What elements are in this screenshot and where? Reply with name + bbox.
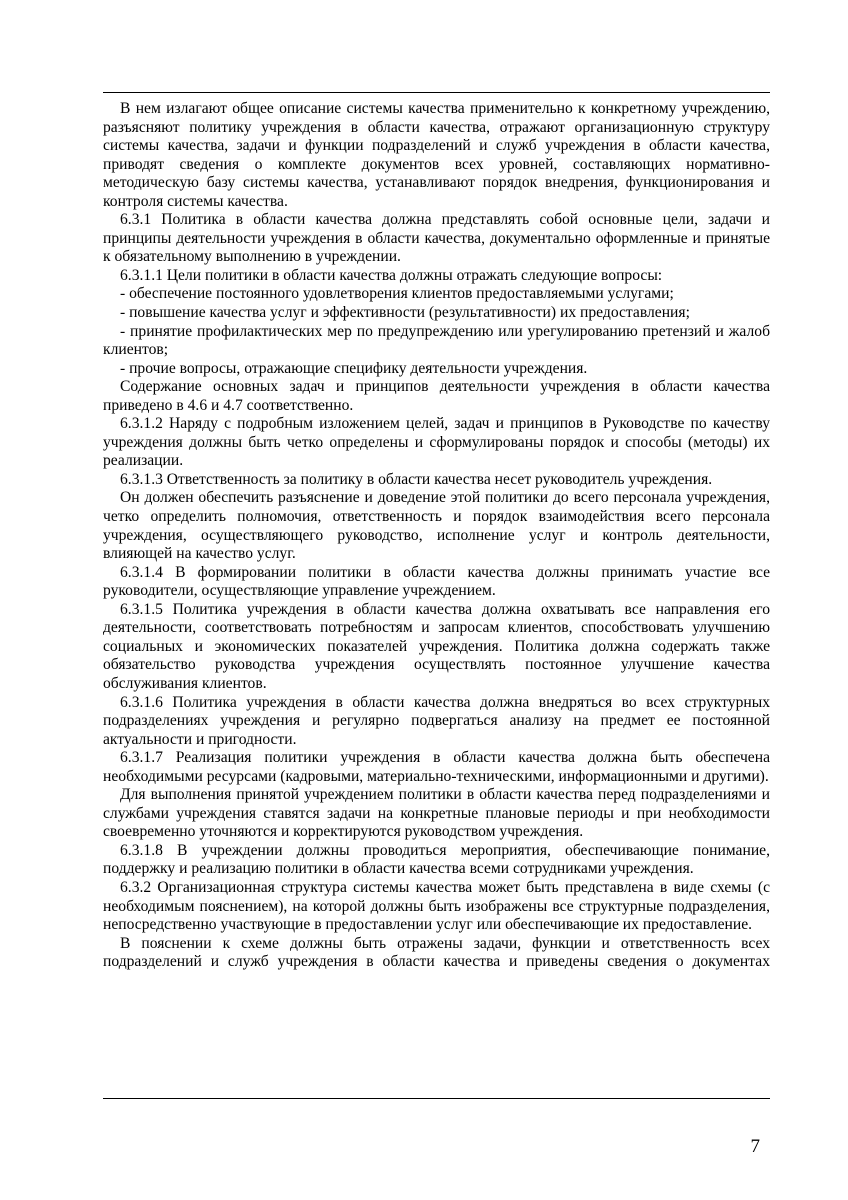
paragraph: В нем излагают общее описание системы качества применительно к конкретному учреждению, разъясняют политику учреждения в области качества, отражают организационную структуру системы качества, задачи и функции подразделений и служб учреждения в области качества, приводят сведения о комплекте документов всех уровней, составляющих нормативно-методическую базу системы качества, устанавливают порядок внедрения, функционирования и контроля системы качества.: [103, 100, 770, 210]
paragraph: 6.3.1.2 Наряду с подробным изложением целей, задач и принципов в Руководстве по качеству учреждения должны быть четко определены и сформулированы порядок и способы (методы) их реализации.: [103, 415, 770, 470]
list-item: - повышение качества услуг и эффективности (результативности) их предоставления;: [120, 304, 690, 322]
paragraph: 6.3.1.3 Ответственность за политику в области качества несет руководитель учреждения.: [120, 470, 713, 488]
paragraph: Он должен обеспечить разъяснение и доведение этой политики до всего персонала учреждения, четко определить полномочия, ответственность и порядок взаимодействия всего персонала учреждения, осуществляющего руководство, исполнение услуг и контроль деятельности, влияющей на качество услуг.: [103, 489, 770, 563]
paragraph: 6.3.1.1 Цели политики в области качества должны отражать следующие вопросы:: [120, 266, 663, 284]
header-rule: [103, 92, 770, 93]
paragraph: 6.3.1.4 В формировании политики в области качества должны принимать участие все руководители, осуществляющие управление учреждением.: [103, 563, 770, 600]
body-text: [103, 100, 770, 972]
paragraph: 6.3.1.7 Реализация политики учреждения в области качества должна быть обеспечена необходимыми ресурсами (кадровыми, материально-техническими, информационными и другими).: [103, 749, 770, 785]
paragraph: 6.3.1.5 Политика учреждения в области качества должна охватывать все направления его деятельности, соответствовать потребностям и запросам клиентов, способствовать улучшению социальных и экономических показателей учреждения. Политика должна содержать также обязательство руководства учреждения осуществлять постоянное улучшение качества обслуживания клиентов.: [103, 600, 770, 692]
footer-rule: [103, 1098, 770, 1099]
paragraph: 6.3.2 Организационная структура системы качества может быть представлена в виде схемы (с необходимым пояснением), на которой должны быть изображены все структурные подразделения, непосредственно участвующие в предоставлении услуг или обеспечивающие их предоставление.: [103, 878, 770, 934]
paragraph: 6.3.1.8 В учреждении должны проводиться мероприятия, обеспечивающие понимание, поддержку и реализацию политики в области качества всеми сотрудниками учреждения.: [103, 841, 770, 878]
paragraph: 6.3.1.6 Политика учреждения в области качества должна внедряться во всех структурных подразделениях учреждения и регулярно подвергаться анализу на предмет ее постоянной актуальности и пригодности.: [103, 693, 770, 748]
paragraph: Для выполнения принятой учреждением политики в области качества перед подразделениями и службами учреждения ставятся задачи на конкретные плановые периоды и при необходимости своевременно уточняются и корректируются руководством учреждения.: [103, 786, 770, 841]
list-item: - обеспечение постоянного удовлетворения клиентов предоставляемыми услугами;: [120, 285, 674, 303]
page-number: 7: [750, 1136, 760, 1157]
paragraph: В пояснении к схеме должны быть отражены задачи, функции и ответственность всех подразделений и служб учреждения в области качества и приведены сведения о документах: [103, 934, 770, 971]
list-item: - принятие профилактических мер по предупреждению или урегулированию претензий и жалоб клиентов;: [103, 322, 770, 359]
paragraph: Содержание основных задач и принципов деятельности учреждения в области качества приведено в 4.6 и 4.7 соответственно.: [103, 378, 770, 414]
paragraph: 6.3.1 Политика в области качества должна представлять собой основные цели, задачи и принципы деятельности учреждения в области качества, документально оформленные и принятые к обязательному выполнению в учреждении.: [103, 211, 770, 266]
list-item: - прочие вопросы, отражающие специфику деятельности учреждения.: [120, 359, 588, 377]
